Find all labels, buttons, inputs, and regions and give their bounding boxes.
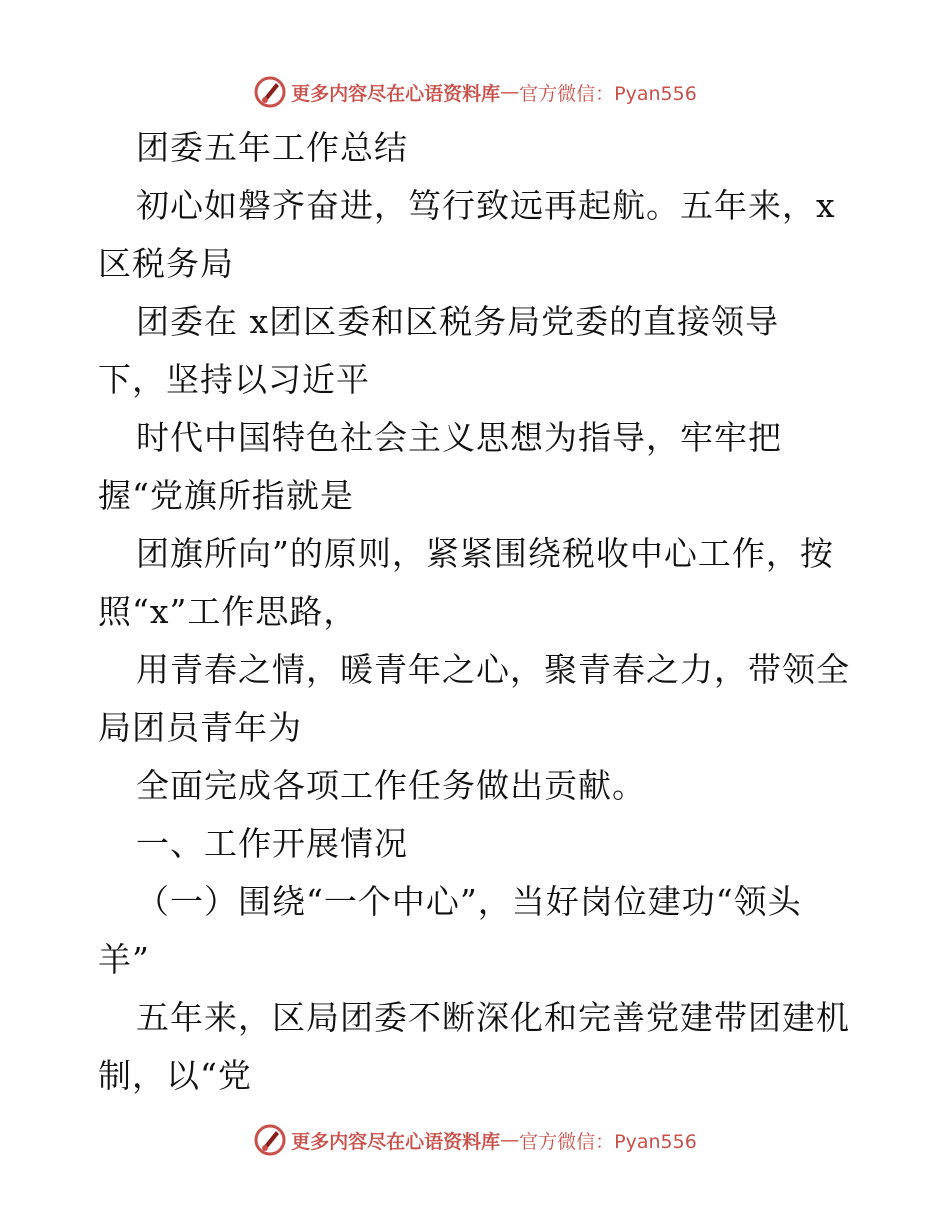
watermark-separator: — — [500, 1129, 520, 1151]
text-line: 团委五年工作总结 — [136, 128, 408, 167]
text-line: 用青春之情，暖青年之心，聚青春之力，带领全 — [136, 650, 850, 689]
footer-watermark — [0, 1120, 950, 1160]
header-watermark — [0, 72, 950, 112]
text-line: 下，坚持以习近平 — [98, 360, 370, 399]
text-line: （一）围绕“一个中心”，当好岗位建功“领头 — [136, 882, 802, 921]
text-line: 局团员青年为 — [98, 708, 302, 747]
text-line: 握“党旗所指就是 — [98, 476, 354, 515]
text-line: 一、工作开展情况 — [136, 824, 408, 863]
text-line: 团旗所向”的原则，紧紧围绕税收中心工作，按 — [136, 534, 834, 573]
watermark-text: 更多内容尽在心语资料库 — [291, 82, 501, 105]
text-line: 照“x”工作思路， — [98, 592, 358, 631]
watermark-wechat: 官方微信：Pyan556 — [519, 82, 697, 105]
text-line: 团委在 x团区委和区税务局党委的直接领导 — [136, 302, 780, 341]
text-line: 羊” — [98, 940, 150, 979]
watermark-wechat: 官方微信：Pyan556 — [519, 1130, 697, 1153]
text-line: 时代中国特色社会主义思想为指导，牢牢把 — [136, 418, 782, 457]
text-line: 全面完成各项工作任务做出贡献。 — [136, 766, 646, 805]
brush-logo-icon — [253, 75, 287, 109]
watermark-separator: — — [500, 81, 520, 103]
brush-logo-icon — [253, 1123, 287, 1157]
watermark-text: 更多内容尽在心语资料库 — [291, 1130, 501, 1153]
document-body — [98, 123, 858, 1109]
text-line: 区税务局 — [98, 244, 234, 283]
text-line: 制，以“党 — [98, 1056, 252, 1095]
text-line: 初心如磐齐奋进，笃行致远再起航。五年来，x — [136, 186, 836, 225]
text-line: 五年来，区局团委不断深化和完善党建带团建机 — [136, 998, 850, 1037]
